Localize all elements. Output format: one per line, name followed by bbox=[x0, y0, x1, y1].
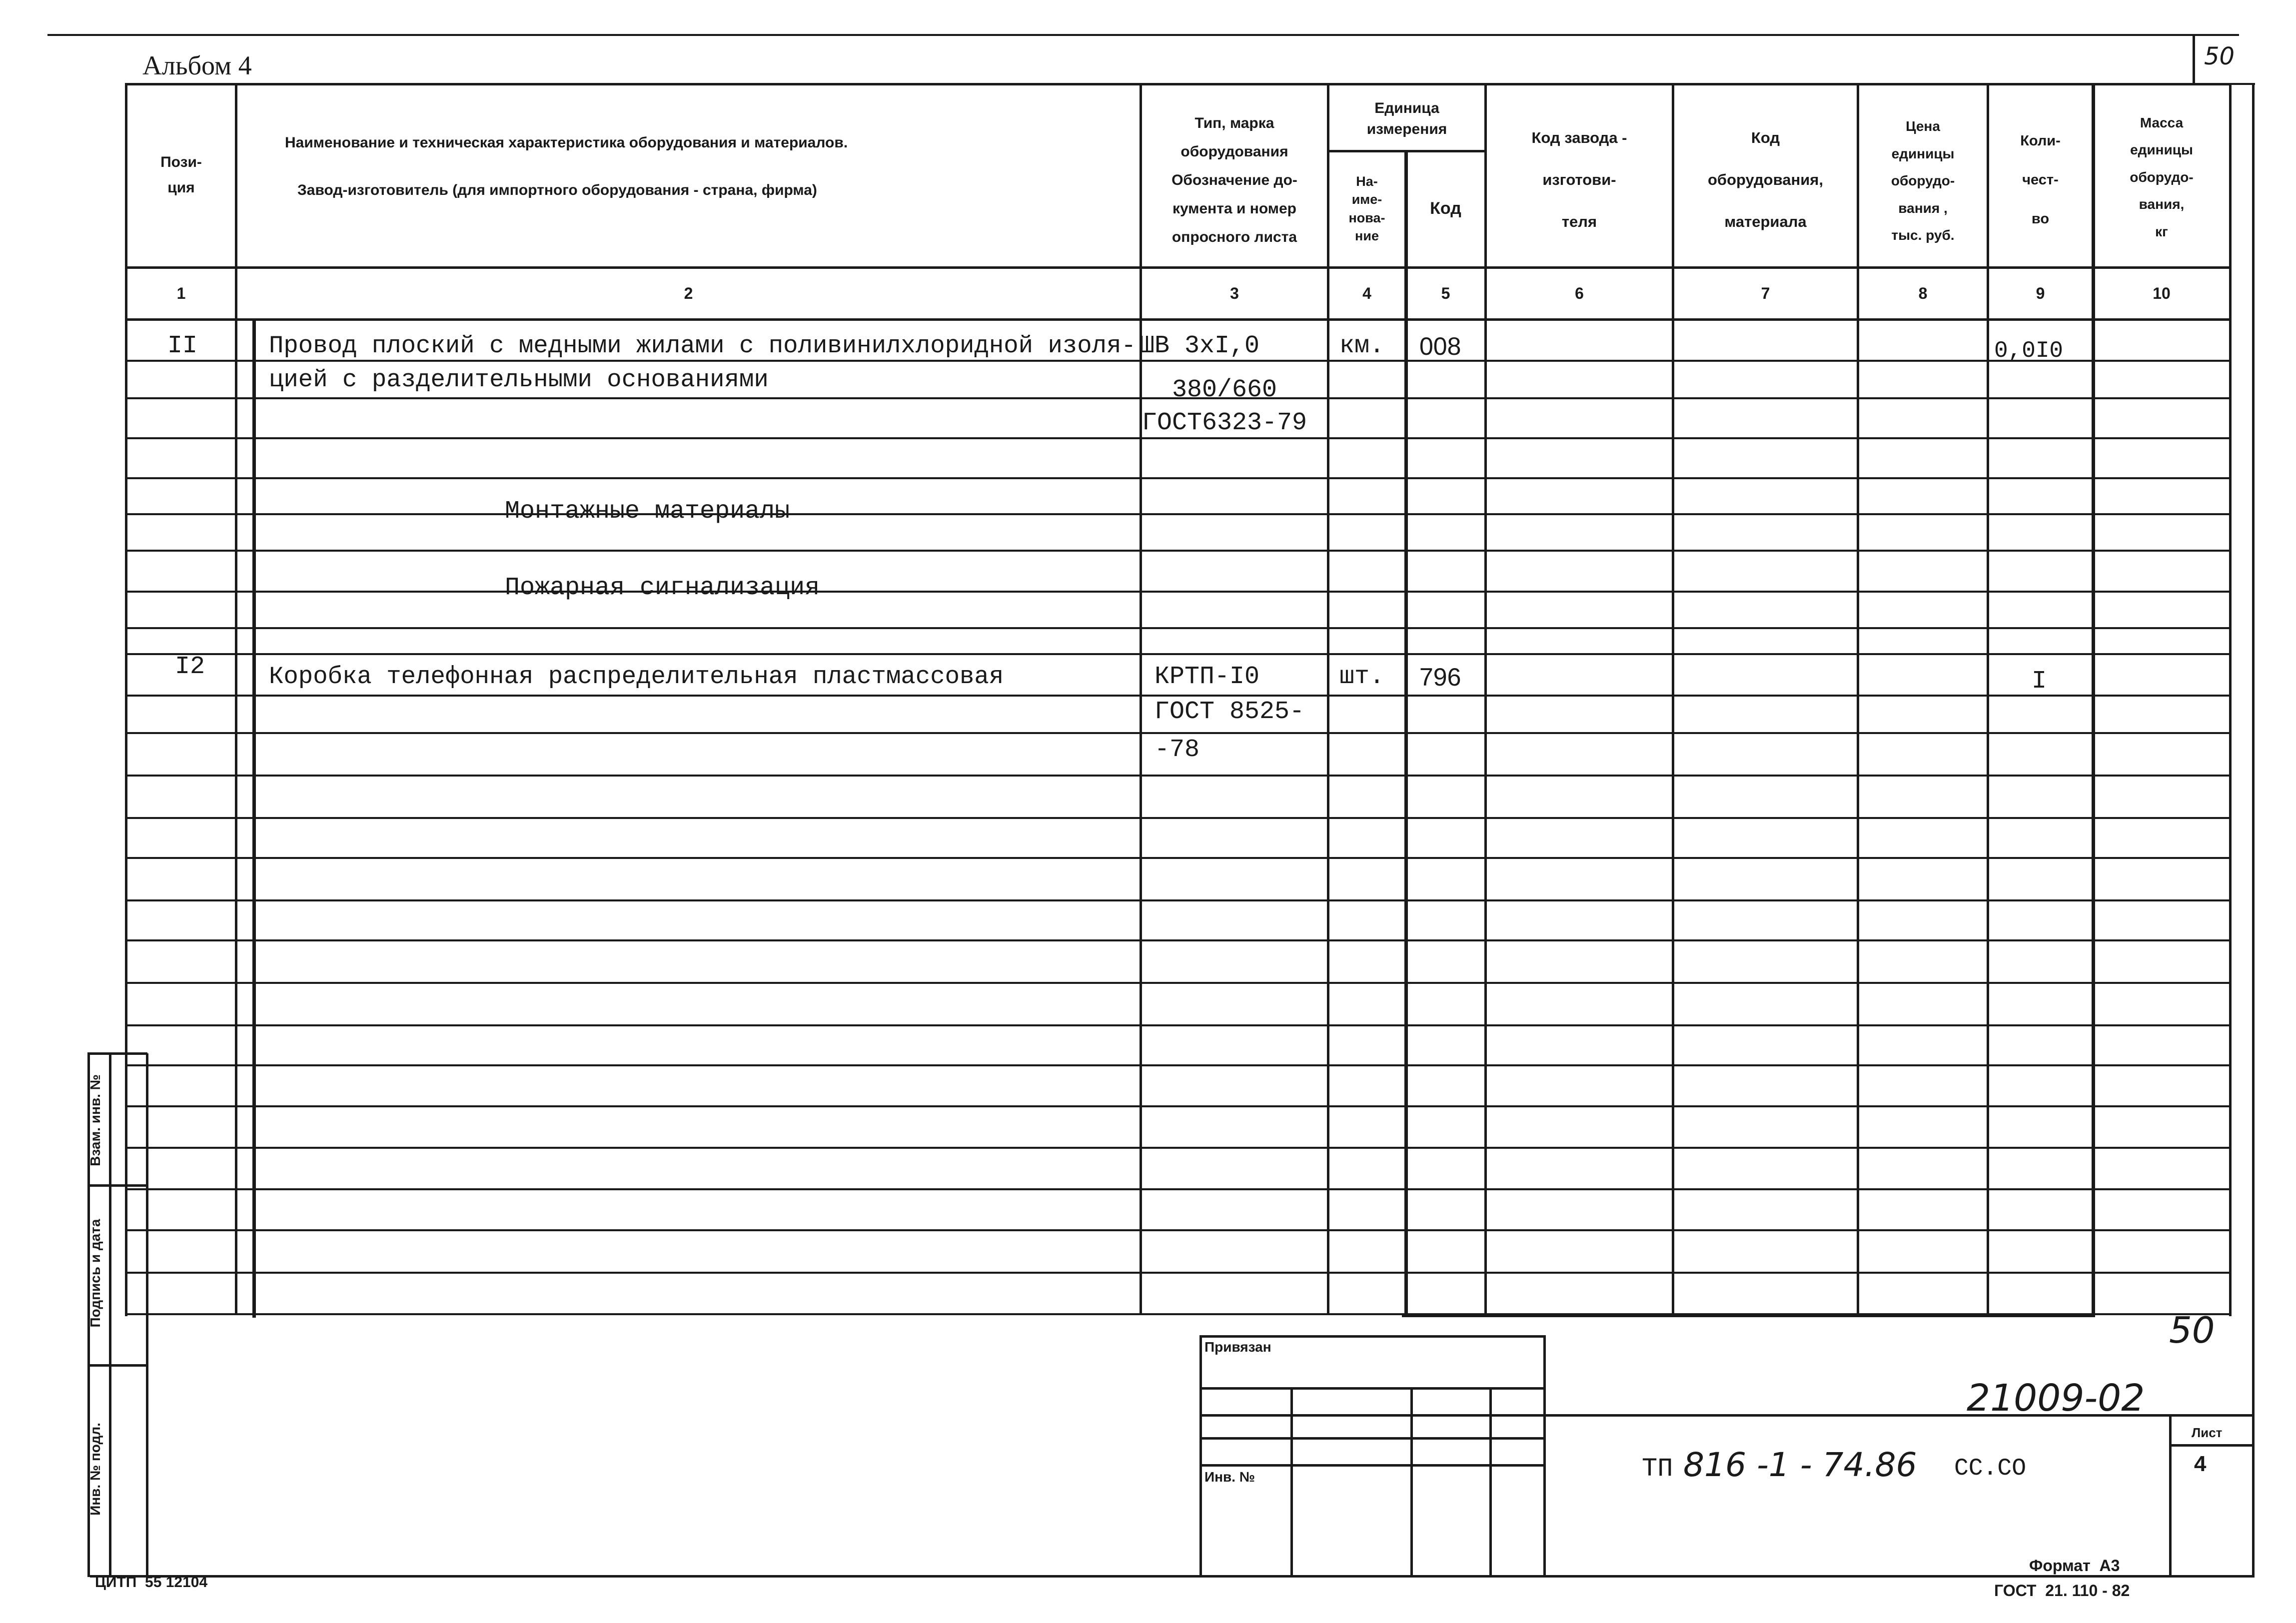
colnum-2: 2 bbox=[684, 284, 693, 302]
privyazan-label: Привязан bbox=[1204, 1339, 1271, 1355]
table-row-line bbox=[127, 857, 2232, 859]
side-stamp-div1 bbox=[87, 1184, 147, 1187]
table-row-line bbox=[127, 899, 2232, 901]
row1-type-line1: ШВ 3хI,0 bbox=[1140, 332, 1260, 360]
row2-unit-code: 796 bbox=[1419, 663, 1461, 691]
table-row-line bbox=[127, 627, 2232, 629]
header-unit: Единица измерения bbox=[1366, 99, 1447, 137]
table-row-line bbox=[127, 1188, 2232, 1190]
table-row-line bbox=[127, 939, 2232, 941]
colnum-4: 4 bbox=[1362, 284, 1371, 302]
top-margin-line bbox=[47, 34, 2239, 36]
header-price: Цена единицы оборудо- вания , тыс. руб. bbox=[1891, 118, 1955, 243]
row2-type-line1: КРТП-I0 bbox=[1154, 663, 1260, 691]
colnum-8: 8 bbox=[1918, 284, 1928, 302]
frame-right bbox=[2252, 83, 2255, 1577]
row2-type-line2: ГОСТ 8525- bbox=[1154, 698, 1305, 726]
col-divider-4 bbox=[1404, 150, 1408, 1317]
table-row-line bbox=[127, 477, 2232, 479]
col-divider-1b bbox=[252, 318, 256, 1318]
frame-bottom bbox=[90, 1575, 2255, 1578]
row2-position: I2 bbox=[175, 653, 205, 681]
side-stamp-right bbox=[146, 1053, 148, 1577]
colnum-bottom bbox=[127, 318, 2232, 321]
row1-unit-code: 008 bbox=[1419, 332, 1461, 360]
col-divider-2 bbox=[1140, 83, 1142, 1313]
handwritten-project-code: 21009-02 bbox=[1967, 1377, 2145, 1420]
row1-type-line2: 380/660 bbox=[1172, 376, 1277, 404]
header-equipment-code: Код оборудования, материала bbox=[1707, 129, 1823, 230]
header-quantity: Коли- чест- во bbox=[2020, 132, 2061, 227]
col-divider-5 bbox=[1484, 83, 1487, 1316]
table-row-line bbox=[127, 1064, 2232, 1066]
list-box-left bbox=[2169, 1414, 2172, 1577]
privyazan-top bbox=[1199, 1335, 1544, 1338]
header-unit-name: На- име- нова- ние bbox=[1348, 173, 1385, 243]
row1-quantity: 0,0I0 bbox=[1994, 338, 2064, 364]
header-mass: Масса единицы оборудо- вания, кг bbox=[2130, 114, 2194, 239]
table-row-line bbox=[127, 513, 2232, 515]
doc-code: СС.СО bbox=[1954, 1455, 2027, 1482]
side-stamp-top bbox=[87, 1052, 147, 1055]
handwritten-sheet-50: 50 bbox=[2169, 1309, 2215, 1351]
table-row-line bbox=[127, 653, 2232, 655]
col-divider-8 bbox=[1987, 83, 1989, 1316]
colnum-7: 7 bbox=[1761, 284, 1770, 302]
table-row-line bbox=[127, 1024, 2232, 1026]
header-position: Пози- ция bbox=[160, 154, 202, 196]
row2-name: Коробка телефонная распределительная пластмассовая bbox=[269, 663, 1004, 691]
table-bottom-thick bbox=[1402, 1313, 2095, 1317]
section-fire-alarm: Пожарная сигнализация bbox=[505, 574, 820, 602]
colnum-3: 3 bbox=[1230, 284, 1239, 302]
side-stamp-inv-original: Инв. № подл. bbox=[87, 1423, 103, 1516]
col-divider-0 bbox=[125, 83, 127, 1316]
table-row-line bbox=[127, 437, 2232, 439]
footer-gost: ГОСТ 21. 110 - 82 bbox=[1994, 1582, 2130, 1600]
col-divider-6 bbox=[1672, 83, 1674, 1316]
colnum-9: 9 bbox=[2036, 284, 2045, 302]
title-block-top bbox=[1543, 1414, 2255, 1417]
colnum-10: 10 bbox=[2153, 284, 2171, 302]
sheet-corner-number: 50 bbox=[2204, 42, 2235, 70]
privyazan-left bbox=[1199, 1335, 1202, 1577]
privyazan-row4 bbox=[1199, 1464, 1544, 1467]
row2-quantity: I bbox=[2032, 667, 2047, 696]
table-row-line bbox=[127, 1272, 2232, 1274]
header-name-line1: Наименование и техническая характеристика оборудования и материалов. bbox=[285, 134, 848, 151]
privyazan-col2 bbox=[1410, 1387, 1413, 1577]
table-row-line bbox=[127, 550, 2232, 552]
header-unit-code: Код bbox=[1430, 198, 1461, 218]
table-row-line bbox=[127, 1229, 2232, 1231]
table-row-line bbox=[127, 591, 2232, 593]
list-box-split bbox=[2169, 1444, 2255, 1447]
footer-format: Формат А3 bbox=[2029, 1557, 2120, 1575]
row1-type-line3: ГОСТ6323-79 bbox=[1142, 409, 1307, 437]
side-stamp-mid bbox=[109, 1053, 111, 1577]
privyazan-row3 bbox=[1199, 1437, 1544, 1440]
privyazan-col3 bbox=[1489, 1387, 1492, 1577]
header-factory-code: Код завода - изготови- теля bbox=[1531, 129, 1627, 230]
table-row-line bbox=[127, 1147, 2232, 1149]
table-row-line bbox=[127, 982, 2232, 984]
side-stamp-replace-inv: Взам. инв. № bbox=[87, 1074, 103, 1166]
row2-unit: шт. bbox=[1339, 663, 1385, 691]
row2-type-line3: -78 bbox=[1154, 736, 1200, 764]
footer-left-code: ЦИТП 55 12104 bbox=[95, 1574, 208, 1591]
table-row-line bbox=[127, 817, 2232, 819]
header-type: Тип, марка оборудования Обозначение до- кумента и номер опросного листа bbox=[1171, 114, 1297, 245]
list-label: Лист bbox=[2192, 1425, 2223, 1440]
sheet-number-box-left bbox=[2193, 34, 2195, 84]
col-divider-3 bbox=[1327, 83, 1329, 1313]
privyazan-right bbox=[1543, 1335, 1546, 1577]
header-name-line2: Завод-изготовитель (для импортного оборудования - страна, фирма) bbox=[297, 181, 817, 198]
section-mounting-materials: Монтажные материалы bbox=[505, 497, 790, 526]
list-number: 4 bbox=[2194, 1452, 2207, 1476]
tp-number: 816 -1 - 74.86 bbox=[1683, 1446, 1917, 1484]
privyazan-row1 bbox=[1199, 1387, 1544, 1390]
privyazan-row2 bbox=[1199, 1414, 1544, 1417]
col-divider-1 bbox=[235, 83, 237, 1313]
side-stamp-signature-date: Подпись и дата bbox=[87, 1219, 103, 1328]
table-row-line bbox=[127, 775, 2232, 777]
table-row-line bbox=[127, 695, 2232, 697]
inv-no-label: Инв. № bbox=[1204, 1469, 1255, 1485]
row1-name-line2: цией с разделительными основаниями bbox=[269, 366, 769, 394]
privyazan-col1 bbox=[1290, 1387, 1293, 1577]
album-label: Альбом 4 bbox=[142, 50, 252, 80]
colnum-5: 5 bbox=[1441, 284, 1450, 302]
colnum-6: 6 bbox=[1575, 284, 1584, 302]
col-divider-10 bbox=[2229, 83, 2232, 1316]
table-row-line bbox=[127, 1105, 2232, 1107]
table-row-line bbox=[127, 732, 2232, 734]
side-stamp-div2 bbox=[87, 1364, 147, 1367]
row1-name-line1: Провод плоский с медными жилами с поливинилхлоридной изоля- bbox=[269, 332, 1136, 360]
colnum-1: 1 bbox=[176, 284, 186, 302]
row1-position: II bbox=[167, 332, 198, 360]
row1-unit: км. bbox=[1339, 332, 1385, 360]
table-top bbox=[127, 83, 2232, 85]
col-divider-7 bbox=[1857, 83, 1859, 1316]
tp-prefix: ТП bbox=[1642, 1454, 1673, 1484]
col-divider-9 bbox=[2092, 83, 2095, 1316]
